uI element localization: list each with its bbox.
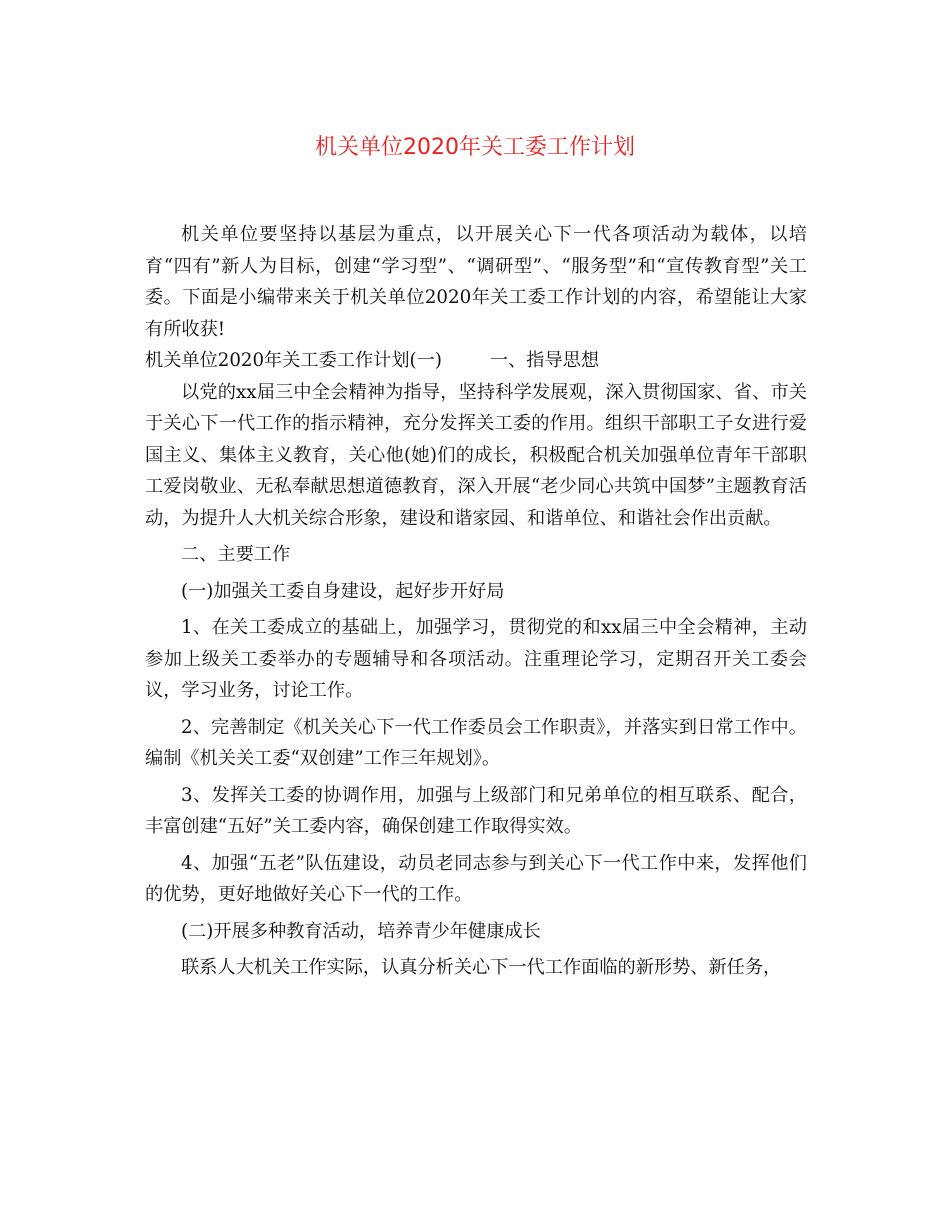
item4-paragraph: 4、加强“五老”队伍建设，动员老同志参与到关心下一代工作中来，发挥他们的优势，更好地做好关心下一代的工作。 (145, 852, 807, 905)
sub1-heading: (一)加强关工委自身建设，起好步开好局 (181, 580, 505, 602)
item2-paragraph: 2、完善制定《机关关心下一代工作委员会工作职责》，并落实到日常工作中。编制《机关关工委“双创建”工作三年规划》。 (145, 716, 807, 769)
sub2-paragraph: 联系人大机关工作实际，认真分析关心下一代工作面临的新形势、新任务， (181, 957, 782, 978)
document-title: 机关单位2020年关工委工作计划 (315, 135, 635, 160)
item1-paragraph: 1、在关工委成立的基础上，加强学习，贯彻党的和xx届三中全会精神，主动参加上级关工委举办的专题辅导和各项活动。注重理论学习，定期召开关工委会议，学习业务，讨论工作。 (145, 617, 807, 701)
sub2-heading: (二)开展多种教育活动，培养青少年健康成长 (181, 920, 541, 942)
intro-paragraph: 机关单位要坚持以基层为重点，以开展关心下一代各项活动为载体，以培育“四有”新人为目标，创建“学习型”、“调研型”、“服务型”和“宣传教育型”关工委。下面是小编带来关于机关单位2020年关工委工作计划的内容，希望能让大家有所收获! (145, 224, 807, 340)
section2-heading: 二、主要工作 (181, 544, 291, 565)
section1-paragraph: 以党的xx届三中全会精神为指导，坚持科学发展观，深入贯彻国家、省、市关于关心下一代工作的指示精神，充分发挥关工委的作用。组织干部职工子女进行爱国主义、集体主义教育，关心他(她)们的成长，积极配合机关加强单位青年干部职工爱岗敬业、无私奉献思想道德教育，深入开展“老少同心共筑中国梦”主题教育活动，为提升人大机关综合形象，建设和谐家园、和谐单位、和谐社会作出贡献。 (145, 381, 807, 529)
item3-paragraph: 3、发挥关工委的协调作用，加强与上级部门和兄弟单位的相互联系、配合，丰富创建“五好”关工委内容，确保创建工作取得实效。 (145, 784, 807, 837)
plan-heading: 机关单位2020年关工委工作计划(一) (145, 350, 442, 371)
document-body (145, 219, 807, 984)
section1-heading: 一、指导思想 (489, 350, 600, 371)
plan-heading-line (145, 345, 807, 377)
